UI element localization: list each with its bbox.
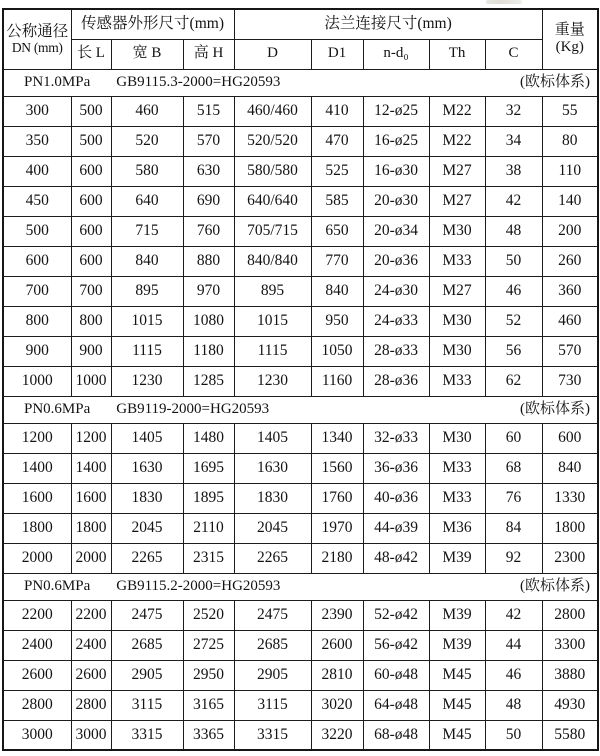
cell-width-b: 715 bbox=[111, 216, 183, 246]
cell-height-h: 3365 bbox=[183, 720, 234, 750]
cell-c: 92 bbox=[485, 543, 542, 573]
cell-th: M39 bbox=[429, 630, 485, 660]
cell-flange-d: 2045 bbox=[234, 513, 311, 543]
table-row bbox=[3, 660, 598, 690]
cell-length-l: 500 bbox=[71, 96, 111, 126]
cell-flange-d: 895 bbox=[234, 276, 311, 306]
cell-flange-d1: 1760 bbox=[311, 483, 363, 513]
cell-flange-d1: 470 bbox=[311, 126, 363, 156]
table-row bbox=[3, 483, 598, 513]
cell-c: 44 bbox=[485, 630, 542, 660]
table-header bbox=[3, 9, 598, 69]
cell-flange-d1: 840 bbox=[311, 276, 363, 306]
cell-length-l: 3000 bbox=[71, 720, 111, 750]
cell-th: M30 bbox=[429, 216, 485, 246]
cell-th: M27 bbox=[429, 186, 485, 216]
cell-dn: 3000 bbox=[3, 720, 71, 750]
cell-width-b: 3115 bbox=[111, 690, 183, 720]
cell-height-h: 1285 bbox=[183, 366, 234, 396]
cell-flange-d1: 2180 bbox=[311, 543, 363, 573]
cell-flange-d: 705/715 bbox=[234, 216, 311, 246]
column-header-d: D bbox=[234, 39, 311, 69]
cell-c: 42 bbox=[485, 600, 542, 630]
cell-width-b: 1115 bbox=[111, 336, 183, 366]
cell-width-b: 460 bbox=[111, 96, 183, 126]
group-header-sensor-dimensions: 传感器外形尺寸(mm) bbox=[71, 9, 234, 39]
cell-weight: 2300 bbox=[542, 543, 598, 573]
cell-th: M33 bbox=[429, 453, 485, 483]
cell-n-d0: 52-ø42 bbox=[363, 600, 429, 630]
section-standard-code: GB9115.2-2000=HG20593 bbox=[116, 577, 281, 594]
cell-length-l: 2000 bbox=[71, 543, 111, 573]
cell-length-l: 600 bbox=[71, 156, 111, 186]
cell-flange-d: 3315 bbox=[234, 720, 311, 750]
cell-weight: 460 bbox=[542, 306, 598, 336]
cell-flange-d: 3115 bbox=[234, 690, 311, 720]
cell-dn: 2600 bbox=[3, 660, 71, 690]
table-row bbox=[3, 630, 598, 660]
cell-th: M36 bbox=[429, 513, 485, 543]
header-row-groups bbox=[3, 9, 598, 39]
cell-flange-d: 1015 bbox=[234, 306, 311, 336]
table-row bbox=[3, 600, 598, 630]
section-header-row bbox=[3, 396, 598, 423]
cell-c: 62 bbox=[485, 366, 542, 396]
section-header-row bbox=[3, 573, 598, 600]
cell-dn: 300 bbox=[3, 96, 71, 126]
cell-length-l: 900 bbox=[71, 336, 111, 366]
cell-c: 32 bbox=[485, 96, 542, 126]
cell-length-l: 600 bbox=[71, 216, 111, 246]
cell-weight: 3880 bbox=[542, 660, 598, 690]
cell-n-d0: 16-ø25 bbox=[363, 126, 429, 156]
table-row bbox=[3, 513, 598, 543]
cell-c: 46 bbox=[485, 660, 542, 690]
table-row bbox=[3, 690, 598, 720]
cell-weight: 1330 bbox=[542, 483, 598, 513]
cell-dn: 1600 bbox=[3, 483, 71, 513]
table-row bbox=[3, 720, 598, 750]
cell-weight: 570 bbox=[542, 336, 598, 366]
cell-flange-d1: 1160 bbox=[311, 366, 363, 396]
cell-width-b: 1830 bbox=[111, 483, 183, 513]
cell-length-l: 1800 bbox=[71, 513, 111, 543]
cell-height-h: 2520 bbox=[183, 600, 234, 630]
cell-length-l: 500 bbox=[71, 126, 111, 156]
cell-height-h: 1080 bbox=[183, 306, 234, 336]
cell-flange-d: 1230 bbox=[234, 366, 311, 396]
cell-width-b: 1630 bbox=[111, 453, 183, 483]
cell-flange-d1: 2810 bbox=[311, 660, 363, 690]
cell-n-d0: 56-ø42 bbox=[363, 630, 429, 660]
cell-dn: 450 bbox=[3, 186, 71, 216]
cell-dn: 500 bbox=[3, 216, 71, 246]
table-row bbox=[3, 336, 598, 366]
cell-c: 56 bbox=[485, 336, 542, 366]
cell-c: 46 bbox=[485, 276, 542, 306]
cell-dn: 2000 bbox=[3, 543, 71, 573]
cell-width-b: 1230 bbox=[111, 366, 183, 396]
cell-c: 50 bbox=[485, 246, 542, 276]
cell-weight: 1800 bbox=[542, 513, 598, 543]
cell-length-l: 800 bbox=[71, 306, 111, 336]
section-pressure-rating: PN0.6MPa bbox=[24, 400, 91, 417]
cell-n-d0: 12-ø25 bbox=[363, 96, 429, 126]
cell-flange-d: 2905 bbox=[234, 660, 311, 690]
cell-th: M30 bbox=[429, 336, 485, 366]
cell-height-h: 690 bbox=[183, 186, 234, 216]
cell-height-h: 760 bbox=[183, 216, 234, 246]
cell-length-l: 2600 bbox=[71, 660, 111, 690]
cell-length-l: 1600 bbox=[71, 483, 111, 513]
cell-n-d0: 44-ø39 bbox=[363, 513, 429, 543]
cell-width-b: 2265 bbox=[111, 543, 183, 573]
column-header-c: C bbox=[485, 39, 542, 69]
cell-th: M45 bbox=[429, 690, 485, 720]
cell-length-l: 2800 bbox=[71, 690, 111, 720]
cell-dn: 1800 bbox=[3, 513, 71, 543]
column-header-weight bbox=[542, 9, 598, 69]
section-standard-code: GB9115.3-2000=HG20593 bbox=[116, 73, 281, 90]
cell-th: M45 bbox=[429, 660, 485, 690]
cell-flange-d1: 1970 bbox=[311, 513, 363, 543]
cell-n-d0: 64-ø48 bbox=[363, 690, 429, 720]
cell-c: 60 bbox=[485, 423, 542, 453]
cell-flange-d: 1830 bbox=[234, 483, 311, 513]
cell-th: M27 bbox=[429, 156, 485, 186]
weight-label-cn: 重量 bbox=[554, 22, 585, 38]
cell-weight: 840 bbox=[542, 453, 598, 483]
cell-width-b: 580 bbox=[111, 156, 183, 186]
cell-n-d0: 20-ø34 bbox=[363, 216, 429, 246]
cell-width-b: 840 bbox=[111, 246, 183, 276]
table-row bbox=[3, 96, 598, 126]
cell-n-d0: 60-ø48 bbox=[363, 660, 429, 690]
column-header-d1: D1 bbox=[311, 39, 363, 69]
cell-n-d0: 32-ø33 bbox=[363, 423, 429, 453]
table-row bbox=[3, 126, 598, 156]
cell-width-b: 3315 bbox=[111, 720, 183, 750]
cell-dn: 2800 bbox=[3, 690, 71, 720]
section-pn0.6mpa-gb9119 bbox=[3, 396, 598, 573]
cell-c: 42 bbox=[485, 186, 542, 216]
cell-width-b: 1015 bbox=[111, 306, 183, 336]
cell-th: M33 bbox=[429, 366, 485, 396]
cell-dn: 1200 bbox=[3, 423, 71, 453]
cell-n-d0: 24-ø30 bbox=[363, 276, 429, 306]
cell-dn: 700 bbox=[3, 276, 71, 306]
dn-label-cn: 公称通径 bbox=[6, 22, 69, 40]
cell-length-l: 2200 bbox=[71, 600, 111, 630]
section-pn1.0mpa bbox=[3, 69, 598, 396]
cell-height-h: 880 bbox=[183, 246, 234, 276]
cell-flange-d1: 2390 bbox=[311, 600, 363, 630]
cell-dn: 900 bbox=[3, 336, 71, 366]
cell-flange-d: 1405 bbox=[234, 423, 311, 453]
cell-th: M39 bbox=[429, 600, 485, 630]
cell-flange-d1: 2600 bbox=[311, 630, 363, 660]
cell-flange-d: 640/640 bbox=[234, 186, 311, 216]
cell-n-d0: 16-ø30 bbox=[363, 156, 429, 186]
cell-height-h: 515 bbox=[183, 96, 234, 126]
cell-flange-d1: 525 bbox=[311, 156, 363, 186]
scan-artifact bbox=[486, 0, 522, 4]
cell-flange-d1: 770 bbox=[311, 246, 363, 276]
cell-th: M27 bbox=[429, 276, 485, 306]
header-row-subcolumns bbox=[3, 39, 598, 69]
cell-c: 48 bbox=[485, 690, 542, 720]
cell-length-l: 1200 bbox=[71, 423, 111, 453]
cell-flange-d1: 1560 bbox=[311, 453, 363, 483]
cell-c: 50 bbox=[485, 720, 542, 750]
cell-flange-d: 460/460 bbox=[234, 96, 311, 126]
cell-flange-d1: 1340 bbox=[311, 423, 363, 453]
cell-height-h: 2315 bbox=[183, 543, 234, 573]
cell-th: M22 bbox=[429, 96, 485, 126]
cell-c: 48 bbox=[485, 216, 542, 246]
cell-n-d0: 68-ø48 bbox=[363, 720, 429, 750]
section-standard-system-note: (欧标体系) bbox=[520, 73, 591, 90]
cell-c: 76 bbox=[485, 483, 542, 513]
cell-weight: 5580 bbox=[542, 720, 598, 750]
column-header-n-d0: n-d₀ bbox=[363, 39, 429, 69]
cell-n-d0: 48-ø42 bbox=[363, 543, 429, 573]
column-header-height-h: 高 H bbox=[183, 39, 234, 69]
group-header-flange-dimensions: 法兰连接尺寸(mm) bbox=[234, 9, 542, 39]
cell-dn: 2200 bbox=[3, 600, 71, 630]
cell-c: 84 bbox=[485, 513, 542, 543]
cell-length-l: 600 bbox=[71, 186, 111, 216]
cell-flange-d: 840/840 bbox=[234, 246, 311, 276]
section-standard-code: GB9119-2000=HG20593 bbox=[116, 400, 270, 417]
cell-height-h: 2950 bbox=[183, 660, 234, 690]
cell-weight: 260 bbox=[542, 246, 598, 276]
column-header-th: Th bbox=[429, 39, 485, 69]
column-header-length-l: 长 L bbox=[71, 39, 111, 69]
cell-n-d0: 20-ø36 bbox=[363, 246, 429, 276]
cell-dn: 1400 bbox=[3, 453, 71, 483]
cell-height-h: 630 bbox=[183, 156, 234, 186]
cell-flange-d1: 1050 bbox=[311, 336, 363, 366]
section-standard-system-note: (欧标体系) bbox=[520, 400, 591, 417]
dn-label-unit: DN (mm) bbox=[11, 40, 63, 56]
cell-height-h: 1895 bbox=[183, 483, 234, 513]
column-header-width-b: 宽 B bbox=[111, 39, 183, 69]
table-row bbox=[3, 423, 598, 453]
table-row bbox=[3, 186, 598, 216]
cell-th: M22 bbox=[429, 126, 485, 156]
cell-th: M33 bbox=[429, 246, 485, 276]
cell-flange-d: 2265 bbox=[234, 543, 311, 573]
cell-flange-d1: 650 bbox=[311, 216, 363, 246]
cell-flange-d: 2475 bbox=[234, 600, 311, 630]
cell-weight: 360 bbox=[542, 276, 598, 306]
cell-width-b: 2475 bbox=[111, 600, 183, 630]
table-row bbox=[3, 543, 598, 573]
cell-height-h: 570 bbox=[183, 126, 234, 156]
cell-weight: 730 bbox=[542, 366, 598, 396]
cell-n-d0: 40-ø36 bbox=[363, 483, 429, 513]
cell-width-b: 2685 bbox=[111, 630, 183, 660]
flange-dimension-table bbox=[2, 8, 599, 751]
table-row bbox=[3, 276, 598, 306]
cell-dn: 2400 bbox=[3, 630, 71, 660]
cell-n-d0: 36-ø36 bbox=[363, 453, 429, 483]
cell-height-h: 2110 bbox=[183, 513, 234, 543]
cell-height-h: 970 bbox=[183, 276, 234, 306]
cell-weight: 200 bbox=[542, 216, 598, 246]
cell-th: M30 bbox=[429, 306, 485, 336]
table-row bbox=[3, 216, 598, 246]
cell-flange-d: 1115 bbox=[234, 336, 311, 366]
cell-flange-d: 2685 bbox=[234, 630, 311, 660]
column-header-dn bbox=[3, 9, 71, 69]
cell-flange-d1: 950 bbox=[311, 306, 363, 336]
section-standard-system-note: (欧标体系) bbox=[520, 577, 591, 594]
cell-c: 68 bbox=[485, 453, 542, 483]
cell-width-b: 520 bbox=[111, 126, 183, 156]
section-pressure-rating: PN1.0MPa bbox=[24, 73, 91, 90]
cell-length-l: 600 bbox=[71, 246, 111, 276]
cell-c: 38 bbox=[485, 156, 542, 186]
cell-c: 34 bbox=[485, 126, 542, 156]
cell-width-b: 2045 bbox=[111, 513, 183, 543]
cell-c: 52 bbox=[485, 306, 542, 336]
cell-height-h: 1480 bbox=[183, 423, 234, 453]
cell-n-d0: 28-ø36 bbox=[363, 366, 429, 396]
cell-length-l: 1400 bbox=[71, 453, 111, 483]
table-row bbox=[3, 306, 598, 336]
section-header-row bbox=[3, 69, 598, 96]
cell-weight: 3300 bbox=[542, 630, 598, 660]
weight-label-unit: (Kg) bbox=[555, 39, 584, 56]
section-pressure-rating: PN0.6MPa bbox=[24, 577, 91, 594]
table-row bbox=[3, 453, 598, 483]
cell-dn: 350 bbox=[3, 126, 71, 156]
cell-th: M45 bbox=[429, 720, 485, 750]
cell-th: M39 bbox=[429, 543, 485, 573]
cell-weight: 55 bbox=[542, 96, 598, 126]
cell-weight: 4930 bbox=[542, 690, 598, 720]
cell-dn: 600 bbox=[3, 246, 71, 276]
table-row bbox=[3, 246, 598, 276]
cell-height-h: 1695 bbox=[183, 453, 234, 483]
cell-length-l: 1000 bbox=[71, 366, 111, 396]
cell-height-h: 3165 bbox=[183, 690, 234, 720]
cell-weight: 140 bbox=[542, 186, 598, 216]
cell-weight: 80 bbox=[542, 126, 598, 156]
cell-dn: 800 bbox=[3, 306, 71, 336]
cell-th: M33 bbox=[429, 483, 485, 513]
cell-n-d0: 28-ø33 bbox=[363, 336, 429, 366]
cell-flange-d: 580/580 bbox=[234, 156, 311, 186]
cell-th: M30 bbox=[429, 423, 485, 453]
table-row bbox=[3, 366, 598, 396]
cell-flange-d1: 3220 bbox=[311, 720, 363, 750]
section-pn0.6mpa-gb9115.2 bbox=[3, 573, 598, 750]
cell-weight: 110 bbox=[542, 156, 598, 186]
cell-width-b: 2905 bbox=[111, 660, 183, 690]
cell-n-d0: 24-ø33 bbox=[363, 306, 429, 336]
cell-weight: 600 bbox=[542, 423, 598, 453]
cell-flange-d: 1630 bbox=[234, 453, 311, 483]
cell-flange-d1: 585 bbox=[311, 186, 363, 216]
cell-dn: 400 bbox=[3, 156, 71, 186]
table-row bbox=[3, 156, 598, 186]
cell-n-d0: 20-ø30 bbox=[363, 186, 429, 216]
cell-width-b: 895 bbox=[111, 276, 183, 306]
cell-flange-d: 520/520 bbox=[234, 126, 311, 156]
cell-width-b: 640 bbox=[111, 186, 183, 216]
cell-length-l: 2400 bbox=[71, 630, 111, 660]
cell-height-h: 1180 bbox=[183, 336, 234, 366]
cell-flange-d1: 3020 bbox=[311, 690, 363, 720]
cell-weight: 2800 bbox=[542, 600, 598, 630]
cell-length-l: 700 bbox=[71, 276, 111, 306]
cell-height-h: 2725 bbox=[183, 630, 234, 660]
cell-width-b: 1405 bbox=[111, 423, 183, 453]
cell-flange-d1: 410 bbox=[311, 96, 363, 126]
cell-dn: 1000 bbox=[3, 366, 71, 396]
